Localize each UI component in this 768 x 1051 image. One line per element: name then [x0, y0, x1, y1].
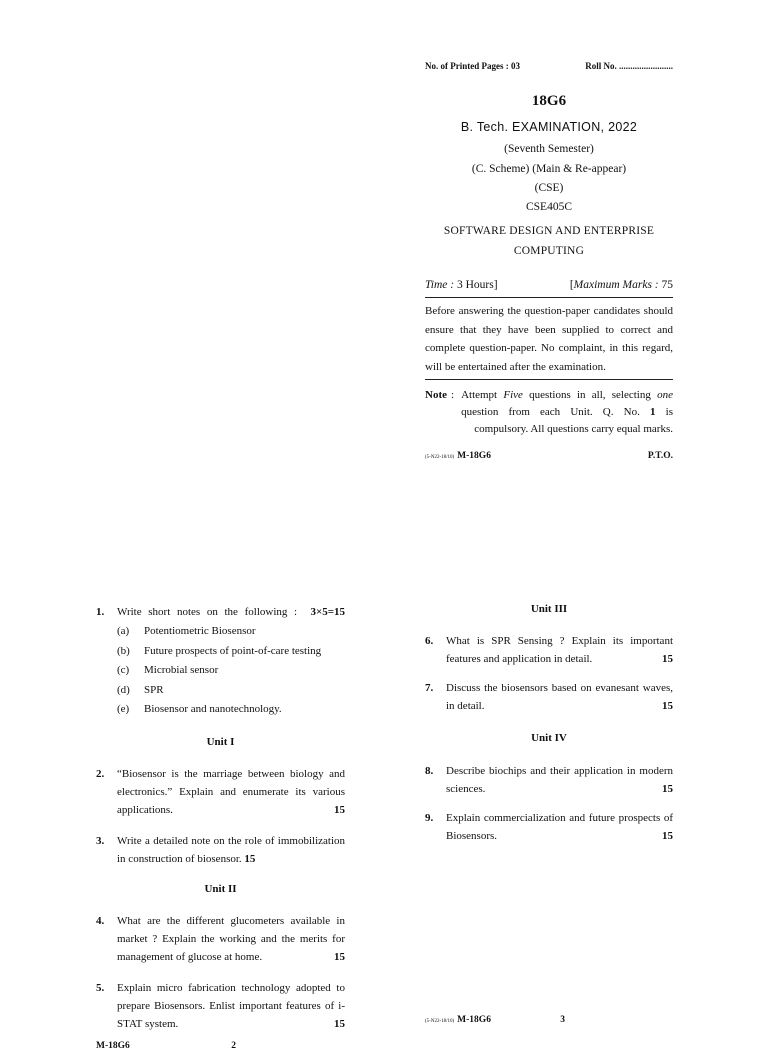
time-marks-row — [425, 279, 673, 298]
footer-small-code: (5-N22-18/10) — [425, 455, 455, 460]
question-marks: 15 — [662, 700, 673, 712]
pto: P.T.O. — [647, 451, 673, 461]
unit-3-heading: Unit III — [530, 603, 568, 615]
footer-small-code: (5-N22-18/10) — [425, 1019, 455, 1024]
note-five: Five — [503, 389, 523, 401]
sub-part: (d) SPR — [117, 683, 164, 696]
max-marks-label: Maximum Marks : — [573, 279, 662, 291]
max-marks-value: 75 — [661, 279, 673, 291]
page-2-column — [96, 603, 345, 1051]
question-5: 5. Explain micro fabrication technology adopted to prepare Biosensors. Enlist important features of i-STAT system. 15 — [96, 979, 345, 1033]
scheme: (C. Scheme) (Main & Re-appear) — [471, 163, 627, 175]
unit-1-heading: Unit I — [206, 735, 235, 748]
note-one: one — [657, 389, 674, 401]
unit-2-heading: Unit II — [204, 882, 237, 895]
time-label: Time : — [425, 279, 457, 291]
question-marks: 15 — [244, 852, 256, 865]
footer-code: M-18G6 — [457, 451, 491, 461]
note: Note : Attempt Five questions in all, selecting one question from each Unit. Q. No. 1 is compulsory. All questions carry equal marks. — [425, 387, 673, 438]
time: Time : 3 Hours] — [425, 279, 498, 291]
question-text: Write short notes on the following : — [117, 606, 298, 618]
sub-part: (b) Future prospects of point-of-care testing — [117, 644, 322, 657]
question-marks: 15 — [334, 950, 345, 963]
question-marks: 15 — [662, 653, 673, 665]
question-marks: 15 — [662, 783, 673, 795]
course-code: CSE405C — [525, 201, 572, 213]
instructions: Before answering the question-paper candidates should ensure that they have been supplied to correct and complete question-paper. No complaint, in this regard, will be entertained after the examination. — [425, 302, 673, 380]
question-9: 9. Explain commercialization and future prospects of Biosensors. 15 — [425, 809, 673, 845]
paper-code: 18G6 — [531, 93, 567, 109]
time-value: 3 Hours — [456, 279, 494, 291]
question-3: 3. Write a detailed note on the role of immobilization in construction of biosensor. 15 — [96, 834, 345, 865]
roll-number: Roll No. ........................ — [585, 61, 673, 71]
question-marks: 15 — [662, 830, 673, 842]
printed-pages: No. of Printed Pages : 03 — [425, 61, 520, 71]
question-8: 8. Describe biochips and their application in modern sciences. 15 — [425, 762, 673, 798]
page-3-column — [425, 603, 673, 845]
page-number: 2 — [231, 1040, 236, 1051]
question-1 — [96, 603, 345, 621]
question-6: 6. What is SPR Sensing ? Explain its important features and application in detail. 15 — [425, 632, 673, 668]
question-marks: 15 — [334, 1017, 345, 1030]
footer-code: M-18G6 — [96, 1040, 130, 1051]
max-marks: [Maximum Marks : 75 — [569, 279, 673, 291]
note-label: Note — [425, 389, 447, 401]
cover-block — [425, 58, 673, 461]
subject-line-1: SOFTWARE DESIGN AND ENTERPRISE — [443, 225, 655, 237]
cover-footer — [425, 451, 673, 461]
question-number: 1. — [96, 606, 105, 618]
note-text: Attempt Five questions in all, selecting one question from each Unit. Q. No. 1 is compulsory. All questions carry equal marks. — [461, 389, 674, 435]
sub-part: (c) Microbial sensor — [117, 664, 219, 676]
page-number: 3 — [560, 1015, 565, 1025]
question-marks: 3×5=15 — [310, 606, 345, 618]
question-marks: 15 — [334, 803, 345, 816]
sub-part: (e) Biosensor and nanotechnology. — [117, 703, 282, 715]
subject-line-2: COMPUTING — [513, 245, 585, 257]
footer-code: M-18G6 — [457, 1015, 491, 1025]
meta-row — [425, 61, 673, 71]
exam-title: B. Tech. EXAMINATION, 2022 — [460, 120, 638, 134]
question-1-parts — [117, 622, 345, 720]
page-2-footer — [96, 1041, 236, 1051]
question-2: 2. “Biosensor is the marriage between biology and electronics.” Explain and enumerate its various applications. 15 — [96, 765, 345, 819]
semester: (Seventh Semester) — [504, 143, 594, 155]
question-4: 4. What are the different glucometers available in market ? Explain the working and the merits for management of glucose at home. 15 — [96, 912, 345, 966]
subject-title — [425, 221, 673, 261]
sub-part: (a) Potentiometric Biosensor — [117, 625, 256, 637]
question-7: 7. Discuss the biosensors based on evanesant waves, in detail. 15 — [425, 679, 673, 715]
branch: (CSE) — [534, 182, 564, 194]
unit-4-heading: Unit IV — [531, 732, 567, 744]
note-q1: 1 — [650, 406, 656, 418]
